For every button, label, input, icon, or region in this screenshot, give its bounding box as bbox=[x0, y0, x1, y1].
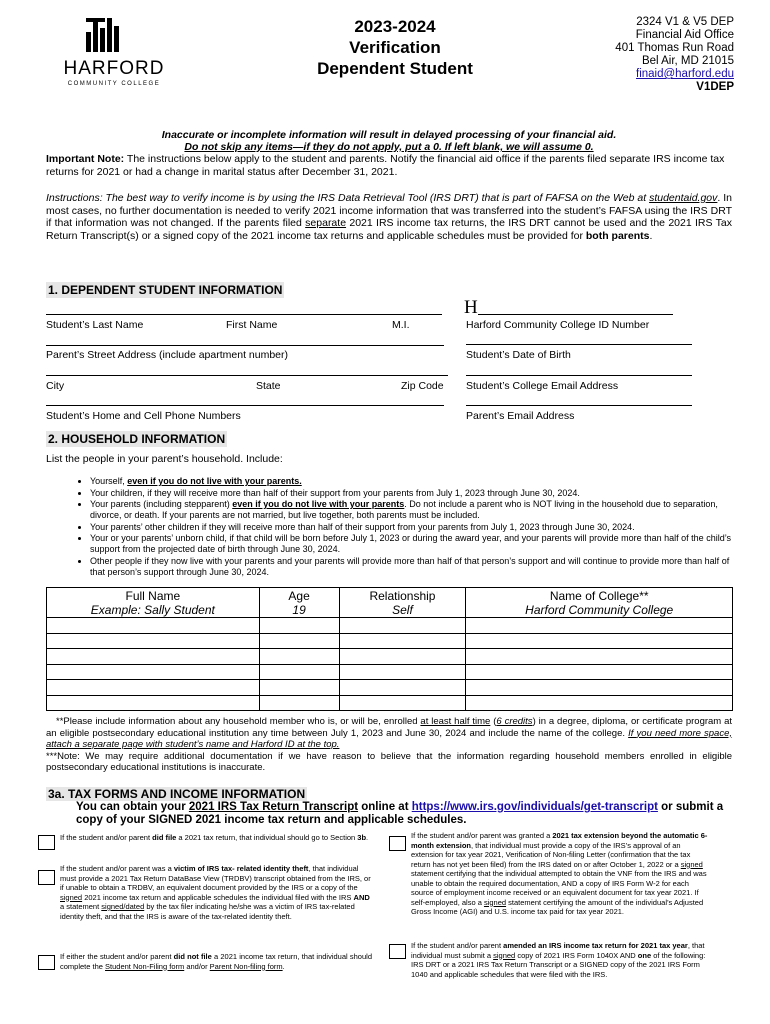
bullet-1-text: Yourself, bbox=[90, 476, 128, 486]
form-code: V1DEP bbox=[696, 81, 734, 93]
identity-theft-option bbox=[60, 864, 372, 921]
studentaid-link[interactable]: studentaid.gov bbox=[649, 192, 718, 204]
city-label: City bbox=[46, 380, 65, 392]
irs-transcript-link[interactable]: https://www.irs.gov/individuals/get-transcript bbox=[411, 801, 658, 813]
college-email-line[interactable] bbox=[466, 375, 692, 376]
six-credits: 6 credits bbox=[496, 716, 533, 727]
table-row[interactable] bbox=[47, 649, 733, 665]
o1-section: 3b bbox=[357, 833, 367, 842]
extra-space-note: If you need more space, attach a separate page with student’s name and Harford ID at the top. bbox=[46, 727, 733, 750]
amended-option bbox=[411, 941, 711, 979]
warning-line-2: Do not skip any items—if they do not apply, put a 0. If left blank, we will assume 0. bbox=[184, 141, 594, 153]
important-text: The instructions below apply to the student and parents. Notify the financial aid office if the parents filed separate IRS income tax returns for 2021 or had a change in marital status after December 31, 2021. bbox=[46, 153, 725, 178]
o3-end: . bbox=[282, 961, 285, 971]
o1-text-1: If the student and/or parent bbox=[60, 833, 153, 842]
section-2-heading bbox=[46, 432, 227, 446]
o2-and: AND bbox=[353, 892, 370, 902]
office-name: Financial Aid Office bbox=[635, 29, 734, 41]
o2-text-3: 2021 income tax return and applicable schedules the individual filed with the IRS bbox=[82, 892, 354, 902]
table-cell[interactable] bbox=[466, 633, 733, 649]
table-row[interactable] bbox=[47, 618, 733, 634]
section-3a-heading bbox=[46, 787, 732, 801]
table-header-row bbox=[47, 588, 733, 618]
table-cell[interactable] bbox=[47, 649, 260, 665]
table-row[interactable] bbox=[47, 695, 733, 711]
relationship-header bbox=[339, 588, 466, 618]
did-not-file-option bbox=[60, 952, 372, 971]
section-3a bbox=[46, 787, 732, 827]
instructions-text-4: . bbox=[649, 229, 653, 242]
bullet-3-emphasis: even if you do not live with your parents bbox=[232, 499, 405, 509]
student-name-line[interactable] bbox=[46, 314, 442, 315]
college-header bbox=[466, 588, 733, 618]
id-prefix: H bbox=[464, 297, 478, 318]
example-relationship: Self bbox=[392, 602, 413, 617]
r1-text-4: statement certifying the amount of the individual’s Adjusted Gross Income (AGI) and U.S. income tax paid for tax year 2021. bbox=[411, 897, 704, 916]
sub-text-2: online at bbox=[358, 801, 412, 813]
list-item: • Your or your parents’ unborn child, if that child will be born before July 1, 2023 or during the award year, and your parents will provide more than half of the child’s support from the projected date of birth through June 30, 2024. bbox=[90, 533, 735, 555]
did-file-option: If the student and/or parent did file a 2021 tax return, that individual should go to Section 3b. bbox=[60, 833, 369, 842]
table-cell[interactable] bbox=[259, 649, 339, 665]
zip-label: Zip Code bbox=[401, 380, 444, 392]
r1-signed-2: signed bbox=[483, 897, 507, 907]
street-label: Parent’s Street Address (include apartment number) bbox=[46, 349, 289, 361]
table-cell[interactable] bbox=[259, 664, 339, 680]
note-text-2: ) in a degree, diploma, or certificate program at an eligible postsecondary educational institution any time between July 1, 2023 and June 30, 2024 and include the name of the college. bbox=[46, 716, 733, 739]
o2-text-4: a statement bbox=[60, 902, 102, 911]
table-cell[interactable] bbox=[466, 649, 733, 665]
o2-signed: signed bbox=[60, 892, 83, 902]
r1-text-2: , that individual must provide a copy of the IRS’s approval of an extension for tax year 2021, Verification of Non-filing Letter (confirmation that the tax return has not yet been filed) from the IRS dated on or after October 1, 2022 or a bbox=[411, 840, 691, 869]
section-3a-heading-text: 3a. TAX FORMS AND INCOME INFORMATION bbox=[48, 787, 306, 801]
instructions-label: Instructions bbox=[46, 192, 100, 204]
amended-checkbox[interactable] bbox=[389, 944, 406, 959]
important-label: Important Note: bbox=[46, 153, 125, 165]
r1-bold: 2021 tax extension beyond the automatic 6-month extension bbox=[411, 831, 708, 850]
r2-text-3: copy of 2021 IRS Form 1040X AND bbox=[515, 950, 638, 960]
harford-logo-mark-icon bbox=[86, 18, 122, 52]
household-intro: List the people in your parent’s household. Include: bbox=[46, 453, 283, 465]
did-not-file-checkbox[interactable] bbox=[38, 955, 55, 970]
o3-bold: did not file bbox=[173, 952, 212, 961]
extension-option bbox=[411, 831, 711, 917]
note-paren: ( bbox=[490, 716, 497, 727]
table-row[interactable] bbox=[47, 664, 733, 680]
household-table bbox=[46, 587, 733, 711]
household-note bbox=[46, 716, 732, 774]
college-logo bbox=[58, 18, 170, 87]
bullet-1-emphasis: even if you do not live with your parents. bbox=[127, 476, 302, 486]
parent-email-label: Parent’s Email Address bbox=[466, 410, 575, 422]
full-name-header bbox=[47, 588, 260, 618]
extension-checkbox[interactable] bbox=[389, 836, 406, 851]
city-state-zip: Bel Air, MD 21015 bbox=[641, 55, 734, 67]
instructions-text-2: . In most cases, no further documentation is needed to verify 2021 income information that was transferred into the student’s FAFSA using the IRS DRT if that information was not changed. If the parents filed bbox=[46, 192, 732, 229]
table-cell[interactable] bbox=[47, 618, 260, 634]
table-cell[interactable] bbox=[466, 695, 733, 711]
warning-line-1: Inaccurate or incomplete information will result in delayed processing of your financial aid. bbox=[161, 129, 617, 141]
list-item: • Your parents’ other children if they will receive more than half of their support from your parents from July 1, 2023 through June 30, 2024. bbox=[90, 522, 735, 533]
bullet-3-rest: . Do not include a parent who is NOT living in the household due to separation, divorce, or death. If your parents are not married, but live together, both parents must be included. bbox=[90, 499, 718, 520]
r1-signed-1: signed bbox=[680, 859, 703, 869]
important-note bbox=[46, 153, 732, 178]
table-cell[interactable] bbox=[339, 664, 466, 680]
list-item: • Other people if they now live with your parents and your parents will provide more than half of that person’s support and will continue to provide more than half of that person’s support through June 30, 2024. bbox=[90, 556, 735, 578]
student-non-filing-link[interactable]: Student Non-Filing form bbox=[105, 961, 185, 971]
o2-text-1: If the student and/or parent was a bbox=[60, 864, 174, 873]
table-cell[interactable] bbox=[259, 695, 339, 711]
o2-text-2: , that individual must provide a 2021 Tax Return DataBase View (TRDBV) transcript obtained from the IRS, or if unable to obtain a TRDBV, an equivalent document provided by the IRS or a copy of the bbox=[60, 864, 371, 892]
college-header-text: Name of College** bbox=[549, 588, 649, 603]
r2-signed: signed bbox=[493, 950, 516, 960]
logo-subtitle: COMMUNITY COLLEGE bbox=[67, 81, 161, 87]
first-name-label: First Name bbox=[226, 319, 278, 331]
state-label: State bbox=[256, 380, 281, 392]
table-cell[interactable] bbox=[47, 680, 260, 696]
household-include-list bbox=[60, 476, 735, 578]
mi-label: M.I. bbox=[392, 319, 410, 331]
street-line[interactable] bbox=[46, 345, 444, 346]
sub-text-3: or submit a copy of your SIGNED 2021 income tax return and applicable schedules. bbox=[76, 801, 724, 826]
note-text-1: **Please include information about any household member who is, or will be, enrolled bbox=[56, 716, 421, 727]
separate-word: separate bbox=[305, 217, 347, 229]
section-3a-subheading bbox=[76, 801, 732, 827]
transcript-name: 2021 IRS Tax Return Transcript bbox=[188, 801, 359, 813]
section-1-heading bbox=[46, 283, 284, 297]
table-cell[interactable] bbox=[259, 618, 339, 634]
form-title bbox=[290, 16, 500, 79]
note-text-3: ***Note: We may require additional documentation if we have reason to believe that the information regarding household members enrolled in eligible postsecondary educational institutions is inaccurate. bbox=[46, 750, 732, 773]
hcc-id-line[interactable] bbox=[478, 314, 673, 315]
age-header-text: Age bbox=[288, 588, 310, 603]
example-college: Harford Community College bbox=[525, 602, 674, 617]
dob-label: Student’s Date of Birth bbox=[466, 349, 571, 361]
office-email-link[interactable]: finaid@harford.edu bbox=[636, 68, 734, 80]
hcc-id-label: Harford Community College ID Number bbox=[466, 319, 650, 331]
section-2-heading-text: 2. HOUSEHOLD INFORMATION bbox=[48, 432, 226, 446]
table-cell[interactable] bbox=[466, 664, 733, 680]
r2-one: one bbox=[637, 950, 652, 960]
title-year: 2023-2024 bbox=[354, 17, 436, 36]
r2-bold: amended an IRS income tax return for 2021 tax year bbox=[503, 941, 688, 950]
street-address: 401 Thomas Run Road bbox=[615, 42, 734, 54]
o3-text-1: If either the student and/or parent bbox=[60, 952, 174, 961]
logo-name: HARFORD bbox=[63, 58, 165, 79]
table-cell[interactable] bbox=[466, 618, 733, 634]
r1-text-1: If the student and/or parent was granted a bbox=[411, 831, 553, 840]
table-cell[interactable] bbox=[339, 618, 466, 634]
instructions bbox=[46, 192, 732, 242]
table-cell[interactable] bbox=[259, 633, 339, 649]
bullet-3-text: Your parents (including stepparent) bbox=[90, 499, 233, 509]
last-name-label: Student’s Last Name bbox=[46, 319, 144, 331]
title-verification: Verification bbox=[349, 38, 441, 57]
table-cell[interactable] bbox=[47, 695, 260, 711]
identity-theft-checkbox[interactable] bbox=[38, 870, 55, 885]
list-item bbox=[90, 499, 735, 521]
table-cell[interactable] bbox=[47, 633, 260, 649]
o2-bold: victim of IRS tax- related identity theft bbox=[173, 864, 309, 873]
city-line[interactable] bbox=[46, 375, 448, 376]
table-cell[interactable] bbox=[259, 680, 339, 696]
table-cell[interactable] bbox=[339, 680, 466, 696]
o3-text-3: and/or bbox=[184, 961, 210, 971]
age-header bbox=[259, 588, 339, 618]
table-row[interactable] bbox=[47, 680, 733, 696]
half-time: at least half time bbox=[420, 716, 491, 727]
table-row[interactable] bbox=[47, 633, 733, 649]
r2-text-1: If the student and/or parent bbox=[411, 941, 504, 950]
parent-non-filing-link[interactable]: Parent Non-filing form bbox=[209, 961, 283, 971]
list-item bbox=[90, 476, 735, 487]
instructions-text-3: 2021 IRS income tax returns, the IRS DRT cannot be used and the 2021 IRS Tax Return Transcript(s) or a signed copy of the 2021 income tax returns and applicable schedules must be provided for bbox=[46, 217, 732, 242]
r2-text-2: , that individual must submit a bbox=[411, 941, 705, 960]
example-name: Example: Sally Student bbox=[90, 602, 215, 617]
warning-banner bbox=[46, 129, 732, 153]
table-cell[interactable] bbox=[339, 633, 466, 649]
table-cell[interactable] bbox=[466, 680, 733, 696]
sub-text-1: You can obtain your bbox=[76, 801, 189, 813]
full-name-header-text: Full Name bbox=[125, 588, 181, 603]
title-dependent: Dependent Student bbox=[317, 59, 473, 78]
college-email-label: Student’s College Email Address bbox=[466, 380, 619, 392]
o2-text-5: by the tax filer indicating he/she was a victim of IRS tax-related identity theft, and that the IRS is aware of the tax-related identity theft. bbox=[60, 902, 355, 921]
parent-email-line[interactable] bbox=[466, 405, 692, 406]
dob-line[interactable] bbox=[466, 344, 692, 345]
o1-text-2: a 2021 tax return, that individual should go to Section bbox=[176, 833, 358, 842]
table-cell[interactable] bbox=[47, 664, 260, 680]
o2-signed-dated: signed/dated bbox=[101, 902, 145, 911]
list-item: • Your children, if they will receive more than half of their support from your parents from July 1, 2023 through June 30, 2024. bbox=[90, 488, 735, 499]
office-address bbox=[615, 16, 734, 94]
table-cell[interactable] bbox=[339, 649, 466, 665]
instructions-text-1: : The best way to verify income is by using the IRS Data Retrieval Tool (IRS DRT) that is part of FAFSA on the Web at bbox=[99, 192, 650, 204]
table-cell[interactable] bbox=[339, 695, 466, 711]
phone-line[interactable] bbox=[46, 405, 444, 406]
o1-bold: did file bbox=[152, 833, 177, 842]
r1-text-3: statement certifying that the individual attempted to obtain the VNF from the IRS and was unable to obtain the required documentation, AND a copy of IRS Form W-2 for each source of employment income received or an equivalent document for tax year 2021. If self-employed, also a bbox=[411, 869, 707, 907]
r2-text-4: of the following: IRS DRT or a 2021 IRS Tax Return Transcript or a SIGNED copy of the 2021 IRS Form 1040 and applicable schedules that were filed with the IRS. bbox=[411, 950, 706, 979]
did-file-checkbox[interactable] bbox=[38, 835, 55, 850]
o3-text-2: a 2021 income tax return, that individual should complete the bbox=[60, 952, 372, 971]
relationship-header-text: Relationship bbox=[369, 588, 436, 603]
form-version: 2324 V1 & V5 DEP bbox=[636, 16, 734, 28]
section-1-heading-text: 1. DEPENDENT STUDENT INFORMATION bbox=[48, 283, 283, 297]
example-age: 19 bbox=[292, 602, 306, 617]
both-parents: both parents bbox=[585, 229, 650, 242]
phones-label: Student’s Home and Cell Phone Numbers bbox=[46, 410, 241, 422]
